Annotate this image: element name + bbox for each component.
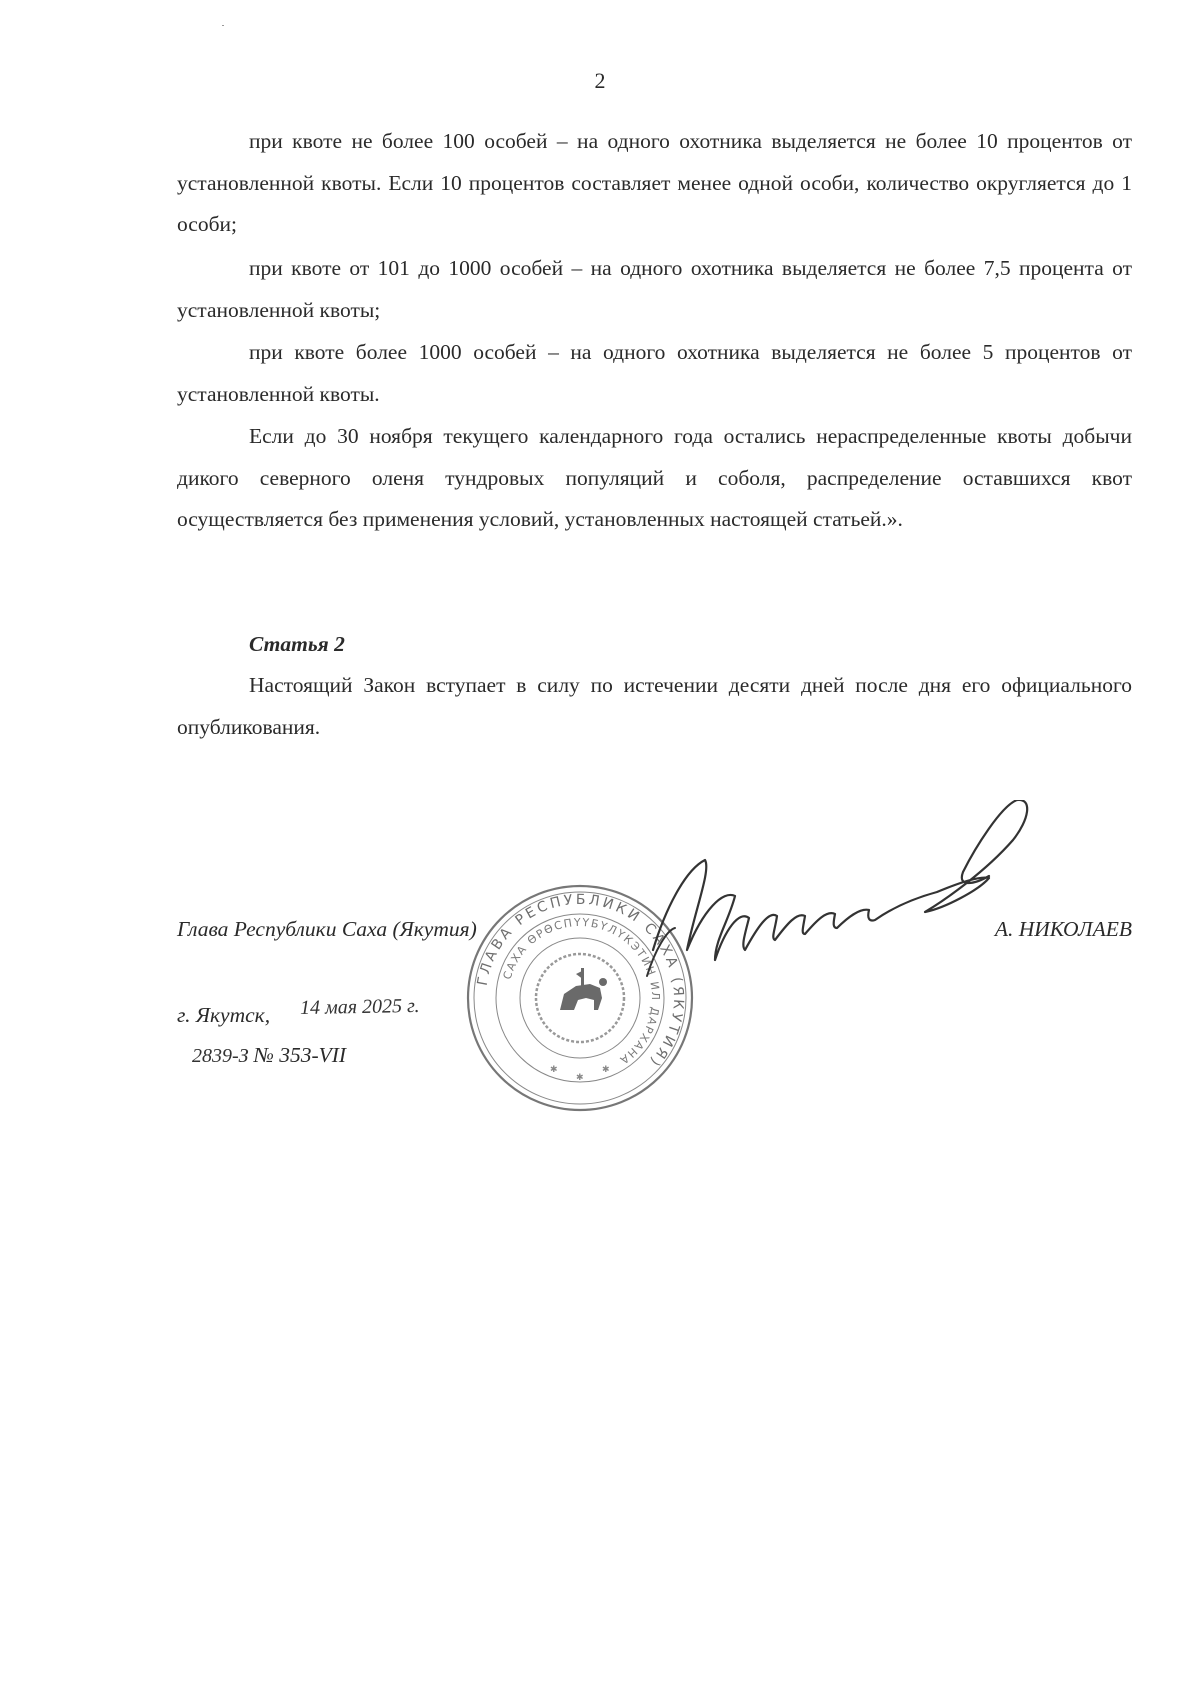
seal-outer-text: ГЛАВА РЕСПУБЛИКИ САХА (ЯКУТИЯ) xyxy=(474,891,687,1072)
paragraph-quota-101-1000: при квоте от 101 до 1000 особей – на одного охотника выделяется не более 7,5 процента от установленной квоты; xyxy=(177,256,1132,322)
page-number: 2 xyxy=(594,68,606,93)
scan-artifact xyxy=(222,25,224,26)
seal-inner-text: САХА ӨРӨСПYYБYЛYКЭТИН ИЛ ДАРХАНА xyxy=(500,915,663,1068)
signing-date: 14 мая 2025 г. xyxy=(299,994,420,1020)
signing-place: г. Якутск, xyxy=(177,1003,271,1027)
law-number-line xyxy=(192,1043,346,1068)
registration-number: 2839-З xyxy=(192,1045,249,1067)
paragraph-quota-100: при квоте не более 100 особей – на одного охотника выделяется не более 10 процентов от установленной квоты. Если 10 процентов составляет менее одной особи, количество округляется до 1 особи; xyxy=(177,129,1132,236)
signatory-name: А. НИКОЛАЕВ xyxy=(994,917,1132,941)
article-2-title: Статья 2 xyxy=(249,632,345,656)
svg-text:✱: ✱ xyxy=(550,1065,558,1075)
law-number: № 353-VII xyxy=(253,1043,347,1067)
paragraph-quota-over-1000: при квоте более 1000 особей – на одного охотника выделяется не более 5 процентов от установленной квоты. xyxy=(177,340,1132,406)
svg-text:✱: ✱ xyxy=(602,1065,610,1075)
signatory-title: Глава Республики Саха (Якутия) xyxy=(177,917,477,941)
seal-emblem-icon xyxy=(560,968,607,1010)
paragraph-undistributed-quotas: Если до 30 ноября текущего календарного года остались нераспределенные квоты добычи дикого северного оленя тундровых популяций и соболя, распределение оставшихся квот осуществляется без применения условий, установленных настоящей статьей.». xyxy=(177,424,1132,531)
article-2-text: Настоящий Закон вступает в силу по истечении десяти дней после дня его официального опубликования. xyxy=(177,673,1132,739)
svg-text:✱: ✱ xyxy=(576,1073,584,1083)
signature-icon xyxy=(645,800,1085,1010)
